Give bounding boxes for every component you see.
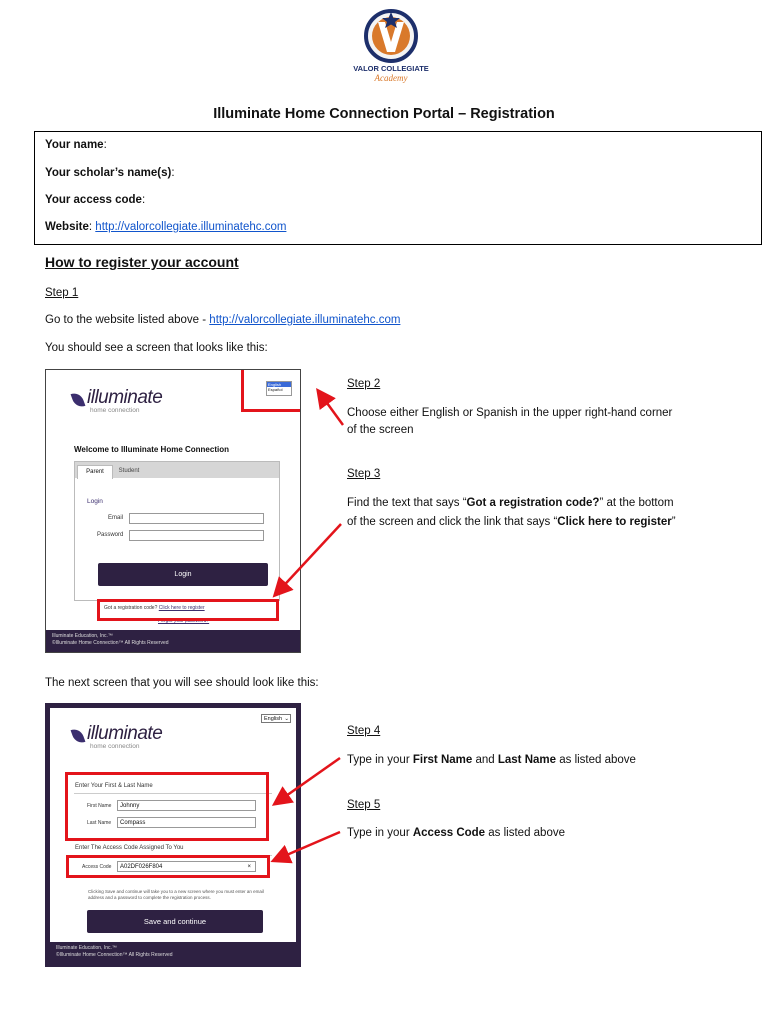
step4-text-2: and xyxy=(472,754,498,766)
first-name-label: First Name xyxy=(87,803,112,809)
name-section-heading: Enter Your First & Last Name xyxy=(75,783,153,789)
step3-text-2: ” at the bottom of the screen and click the link that says “ xyxy=(347,497,674,528)
illuminate-leaf-icon xyxy=(71,727,86,745)
step4-text xyxy=(347,754,636,766)
login-panel xyxy=(74,461,280,601)
step1-instruction: Go to the website listed above - xyxy=(45,314,210,326)
step2-label: Step 2 xyxy=(347,378,381,390)
step4-text-1: Type in your xyxy=(347,754,413,766)
illuminate-brand: illuminate xyxy=(87,723,163,744)
step1-text xyxy=(45,314,400,326)
step1-label: Step 1 xyxy=(45,287,79,299)
step5-bold-1: Access Code xyxy=(412,827,486,839)
logo-text-academy: Academy xyxy=(374,73,408,83)
tab-parent[interactable]: Parent xyxy=(77,465,113,479)
login-screenshot xyxy=(45,369,301,653)
footer-company: Illuminate Education, Inc.™ xyxy=(56,945,117,951)
step4-label: Step 4 xyxy=(347,725,381,737)
illuminate-brand: illuminate xyxy=(87,387,163,408)
footer-company: Illuminate Education, Inc.™ xyxy=(52,633,113,639)
info-box xyxy=(34,131,762,245)
illuminate-brand-sub: home connection xyxy=(90,407,140,414)
registration-screenshot xyxy=(45,703,301,967)
step5-text-1: Type in your xyxy=(347,827,413,839)
step4-bold-2: Last Name xyxy=(497,754,557,766)
access-code-row xyxy=(45,194,145,206)
last-name-label: Last Name xyxy=(87,820,112,826)
email-label: Email xyxy=(108,515,124,521)
chevron-down-icon: ⌄ xyxy=(284,716,289,722)
step1-see-text: You should see a screen that looks like this: xyxy=(45,342,268,354)
access-code-highlight-box xyxy=(66,855,270,878)
language-highlight-box xyxy=(241,369,301,412)
clear-icon[interactable]: × xyxy=(247,864,251,870)
footer-rights: ©Illuminate Home Connection™ All Rights Reserved xyxy=(52,640,169,646)
register-link-highlight-box xyxy=(97,599,279,621)
step3-bold-1: Got a registration code? xyxy=(466,497,600,509)
step3-text-3: ” xyxy=(671,516,676,528)
arrow-step2 xyxy=(319,392,343,425)
access-code-value: A02DF026F804 xyxy=(120,864,163,870)
footer-rights: ©Illuminate Home Connection™ All Rights Reserved xyxy=(56,952,173,958)
colon: : xyxy=(171,167,175,179)
page-title: Illuminate Home Connection Portal – Registration xyxy=(213,106,555,122)
step5-text xyxy=(347,827,565,839)
registration-note: Clicking Save and continue will take you to a new screen where you must enter an email address and a password to complete the registration process. xyxy=(88,889,264,900)
email-input[interactable] xyxy=(129,513,264,524)
language-dropdown[interactable] xyxy=(261,714,291,723)
first-name-input[interactable]: Johnny xyxy=(117,800,256,811)
step1-link[interactable]: http://valorcollegiate.illuminatehc.com xyxy=(209,314,401,326)
name-highlight-box xyxy=(65,772,269,841)
website-label: Website xyxy=(45,221,89,233)
your-name-label: Your name xyxy=(45,139,104,151)
step5-text-2: as listed above xyxy=(485,827,565,839)
next-screen-text: The next screen that you will see should look like this: xyxy=(45,677,319,689)
website-link[interactable]: http://valorcollegiate.illuminatehc.com xyxy=(95,221,287,233)
step5-label: Step 5 xyxy=(347,799,381,811)
language-value: English xyxy=(264,716,283,722)
step3-text xyxy=(347,494,677,532)
welcome-text: Welcome to Illuminate Home Connection xyxy=(74,445,229,454)
save-and-continue-button[interactable]: Save and continue xyxy=(87,910,263,933)
your-name-row xyxy=(45,139,107,151)
step3-bold-2: Click here to register xyxy=(557,516,672,528)
scholar-name-label: Your scholar’s name(s) xyxy=(45,167,172,179)
reg-text: Got a registration code? xyxy=(104,605,158,611)
login-button[interactable]: Login xyxy=(98,563,268,586)
step3-text-1: Find the text that says “ xyxy=(347,497,467,509)
lang-option-spanish[interactable]: Español xyxy=(268,387,283,392)
password-input[interactable] xyxy=(129,530,264,541)
step3-label: Step 3 xyxy=(347,468,381,480)
last-name-input[interactable]: Compass xyxy=(117,817,256,828)
colon: : xyxy=(141,194,146,206)
colon: : xyxy=(103,139,107,151)
logo-text-valor: VALOR COLLEGIATE xyxy=(353,64,429,73)
website-row xyxy=(45,221,286,233)
login-heading: Login xyxy=(87,498,103,505)
step2-text: Choose either English or Spanish in the upper right-hand corner of the screen xyxy=(347,407,673,436)
access-code-section-heading: Enter The Access Code Assigned To You xyxy=(75,845,184,851)
step4-bold-1: First Name xyxy=(412,754,473,766)
colon: : xyxy=(88,221,93,233)
access-code-label: Your access code xyxy=(45,194,142,206)
screenshot-footer xyxy=(50,942,296,962)
access-code-label: Access Code xyxy=(82,864,112,870)
scholar-name-row xyxy=(45,167,175,179)
screenshot-footer xyxy=(46,630,300,652)
lang-option-english[interactable]: English xyxy=(267,382,291,387)
password-label: Password xyxy=(97,532,124,538)
tab-student[interactable]: Student xyxy=(118,468,140,474)
illuminate-brand-sub: home connection xyxy=(90,743,140,750)
forgot-password-link[interactable]: Forgot your password? xyxy=(158,618,210,624)
step4-text-3: as listed above xyxy=(556,754,636,766)
section-heading: How to register your account xyxy=(45,254,239,270)
click-here-to-register-link[interactable]: Click here to register xyxy=(158,605,205,611)
